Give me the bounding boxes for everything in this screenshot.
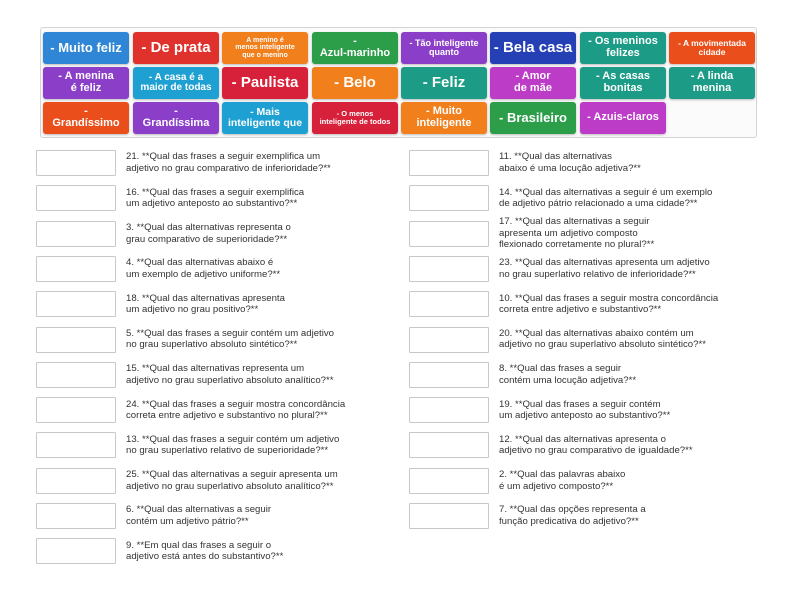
question-text: 16. **Qual das frases a seguir exemplifica um adjetivo anteposto ao substantivo?** xyxy=(126,186,305,210)
answer-tile[interactable]: - A casa é a maior de todas xyxy=(133,67,219,99)
answer-drop-box[interactable] xyxy=(36,221,116,247)
answer-tile[interactable]: - Grandíssimo xyxy=(43,102,129,134)
answer-drop-box[interactable] xyxy=(36,362,116,388)
answer-tile[interactable]: - Grandíssima xyxy=(133,102,219,134)
answer-drop-box[interactable] xyxy=(409,362,489,388)
question-text: 9. **Em qual das frases a seguir o adjetivo está antes do substantivo?** xyxy=(126,539,284,563)
answer-drop-box[interactable] xyxy=(409,185,489,211)
answer-drop-box[interactable] xyxy=(36,327,116,353)
question-text: 13. **Qual das frases a seguir contém um adjetivo no grau superlativo relativo de superioridade?** xyxy=(126,433,340,457)
question-text: 6. **Qual das alternativas a seguir contém um adjetivo pátrio?** xyxy=(126,504,272,527)
question-text: 2. **Qual das palavras abaixo é um adjetivo composto?** xyxy=(499,469,626,492)
question-text: 17. **Qual das alternativas a seguir apresenta um adjetivo composto flexionado corretamente no plural?** xyxy=(499,216,655,251)
answer-drop-box[interactable] xyxy=(409,432,489,458)
answer-drop-box[interactable] xyxy=(36,397,116,423)
answer-drop-box[interactable] xyxy=(409,291,489,317)
question-text: 3. **Qual das alternativas representa o grau comparativo de superioridade?** xyxy=(126,222,291,245)
question-text: 14. **Qual das alternativas a seguir é um exemplo de adjetivo pátrio relacionado a uma cidade?** xyxy=(499,186,713,210)
answer-drop-box[interactable] xyxy=(36,503,116,529)
question-text: 7. **Qual das opções representa a função predicativa do adjetivo?** xyxy=(499,504,646,527)
answer-drop-box[interactable] xyxy=(36,150,116,176)
answer-drop-box[interactable] xyxy=(409,150,489,176)
answer-drop-box[interactable] xyxy=(409,503,489,529)
answer-tile[interactable]: - As casas bonitas xyxy=(580,67,666,99)
question-text: 12. **Qual das alternativas apresenta o adjetivo no grau comparativo de igualdade?** xyxy=(499,433,693,457)
answer-drop-box[interactable] xyxy=(409,221,489,247)
answer-drop-box[interactable] xyxy=(36,468,116,494)
answer-drop-box[interactable] xyxy=(409,468,489,494)
question-text: 20. **Qual das alternativas abaixo contém um adjetivo no grau superlativo absoluto sintético?** xyxy=(499,327,706,351)
answer-tile[interactable]: - Amor de mãe xyxy=(490,67,576,99)
question-text: 8. **Qual das frases a seguir contém uma locução adjetiva?** xyxy=(499,363,637,386)
question-text: 10. **Qual das frases a seguir mostra concordância correta entre adjetivo e substantivo?** xyxy=(499,292,719,316)
answer-tile[interactable]: - Tão inteligente quanto xyxy=(401,32,487,64)
answer-tile[interactable]: - O menos inteligente de todos xyxy=(312,102,398,134)
answer-tile[interactable]: - Azul-marinho xyxy=(312,32,398,64)
question-text: 23. **Qual das alternativas apresenta um adjetivo no grau superlativo relativo de inferioridade?** xyxy=(499,257,710,280)
answer-tile[interactable]: - Mais inteligente que xyxy=(222,102,308,134)
question-text: 25. **Qual das alternativas a seguir apresenta um adjetivo no grau superlativo absoluto analítico?** xyxy=(126,469,338,492)
question-text: 21. **Qual das frases a seguir exemplifica um adjetivo no grau comparativo de inferioridade?** xyxy=(126,151,331,174)
answer-drop-box[interactable] xyxy=(409,397,489,423)
answer-tile[interactable]: - Muito inteligente xyxy=(401,102,487,134)
answer-tile[interactable]: - A menina é feliz xyxy=(43,67,129,99)
question-text: 11. **Qual das alternativas abaixo é uma locução adjetiva?** xyxy=(499,151,641,174)
answer-drop-box[interactable] xyxy=(409,327,489,353)
answer-tile[interactable]: - Muito feliz xyxy=(43,32,129,64)
answer-tile[interactable]: - Feliz xyxy=(401,67,487,99)
answer-tile[interactable]: - Azuis-claros xyxy=(580,102,666,134)
question-text: 15. **Qual das alternativas representa um adjetivo no grau superlativo absoluto analítico?** xyxy=(126,363,334,386)
answer-drop-box[interactable] xyxy=(409,256,489,282)
question-text: 19. **Qual das frases a seguir contém um adjetivo anteposto ao substantivo?** xyxy=(499,398,671,421)
answer-tile[interactable]: - Brasileiro xyxy=(490,102,576,134)
question-text: 18. **Qual das alternativas apresenta um adjetivo no grau positivo?** xyxy=(126,292,285,316)
answer-drop-box[interactable] xyxy=(36,432,116,458)
answer-drop-box[interactable] xyxy=(36,291,116,317)
answer-tile[interactable]: - Belo xyxy=(312,67,398,99)
answer-tile[interactable]: - Os meninos felizes xyxy=(580,32,666,64)
question-text: 24. **Qual das frases a seguir mostra concordância correta entre adjetivo e substantivo no plural?** xyxy=(126,398,346,421)
question-text: 4. **Qual das alternativas abaixo é um exemplo de adjetivo uniforme?** xyxy=(126,257,281,280)
answer-tile[interactable]: - Paulista xyxy=(222,67,308,99)
answer-drop-box[interactable] xyxy=(36,256,116,282)
answer-drop-box[interactable] xyxy=(36,185,116,211)
answer-drop-box[interactable] xyxy=(36,538,116,564)
question-text: 5. **Qual das frases a seguir contém um adjetivo no grau superlativo absoluto sintético?** xyxy=(126,327,334,351)
answer-tile[interactable]: - A linda menina xyxy=(669,67,755,99)
answer-tile[interactable]: A menino é menos inteligente que o menino xyxy=(222,32,308,64)
answer-tile[interactable]: - A movimentada cidade xyxy=(669,32,755,64)
answer-tile[interactable]: - De prata xyxy=(133,32,219,64)
answer-tile[interactable]: - Bela casa xyxy=(490,32,576,64)
